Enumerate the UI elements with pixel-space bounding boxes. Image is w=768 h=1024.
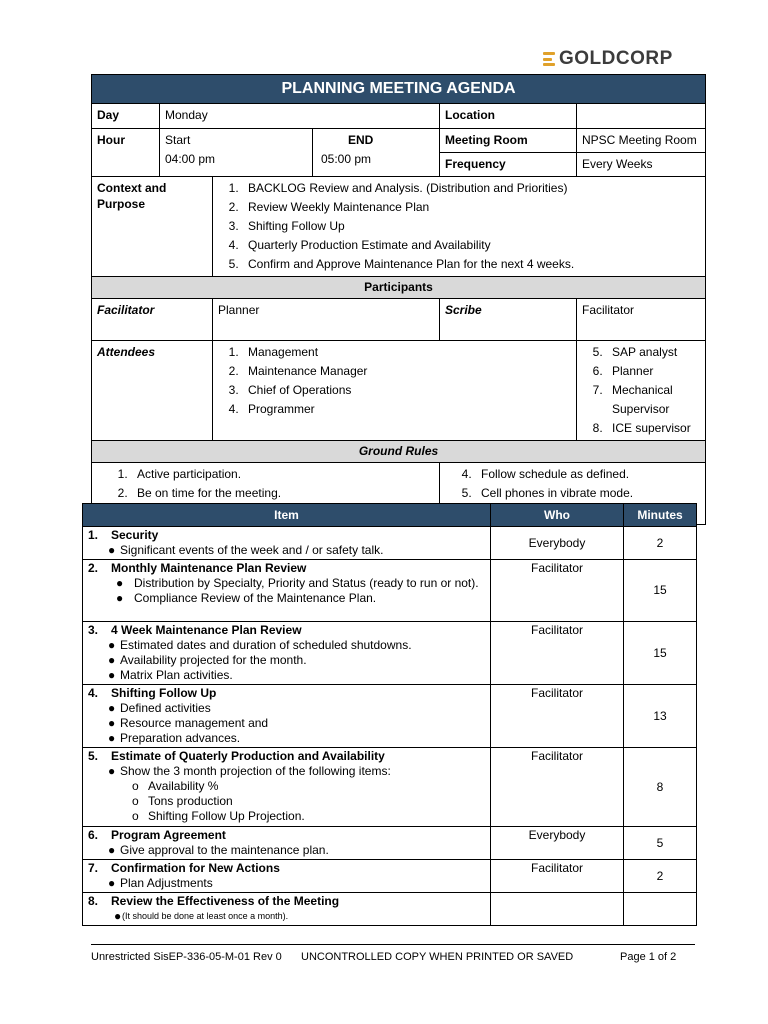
item-subitem: Tons production [148, 794, 233, 808]
table-row [83, 748, 697, 827]
item-cell [83, 560, 491, 622]
frequency-label: Frequency [440, 153, 577, 177]
location-value [577, 104, 706, 129]
location-label: Location [440, 104, 577, 129]
bullet-icon: ● [116, 591, 124, 605]
start-label: Start [165, 133, 191, 147]
who-cell: Facilitator [491, 748, 624, 827]
item-title: Security [111, 528, 159, 542]
attendees-right-list [582, 343, 700, 438]
item-bullet: Resource management and [120, 716, 269, 730]
context-item: 3. Shifting Follow Up [242, 217, 700, 236]
item-bullet: Compliance Review of the Maintenance Plan. [134, 591, 377, 605]
end-value: 05:00 pm [321, 152, 372, 166]
item-title: Program Agreement [111, 828, 226, 842]
attendees-label: Attendees [92, 341, 213, 441]
attendees-left-cell [213, 341, 577, 441]
facilitator-label: Facilitator [92, 299, 213, 341]
context-item: 4. Quarterly Production Estimate and Availability [242, 236, 700, 255]
minutes-header: Minutes [624, 504, 697, 527]
item-subitem: Shifting Follow Up Projection. [148, 809, 305, 823]
item-bullet: Matrix Plan activities. [120, 668, 233, 682]
bullet-icon: ● [108, 876, 116, 890]
end-label: END [348, 133, 374, 147]
attendee: 5. SAP analyst [606, 343, 700, 362]
items-header-row [83, 504, 697, 527]
table-row [83, 860, 697, 893]
table-row [83, 527, 697, 560]
who-cell: Facilitator [491, 860, 624, 893]
rule: 2. Be on time for the meeting. [131, 484, 434, 503]
item-cell [83, 860, 491, 893]
item-bullet: (It should be done at least once a month). [122, 911, 289, 921]
participants-header: Participants [92, 277, 706, 299]
item-subitem: Availability % [148, 779, 219, 793]
item-bullet: Preparation advances. [120, 731, 241, 745]
minutes-cell: 13 [624, 685, 697, 748]
rule: 5. Cell phones in vibrate mode. [475, 484, 700, 503]
item-title: Monthly Maintenance Plan Review [111, 561, 307, 575]
bullet-icon: ● [114, 909, 122, 923]
scribe-value: Facilitator [577, 299, 706, 341]
table-row [83, 827, 697, 860]
item-header: Item [83, 504, 491, 527]
who-cell [491, 893, 624, 926]
item-number: 5. [88, 749, 99, 763]
item-cell [83, 827, 491, 860]
item-bullet: Give approval to the maintenance plan. [120, 843, 329, 857]
attendee: 4. Programmer [242, 400, 571, 419]
attendee: 3. Chief of Operations [242, 381, 571, 400]
agenda-title: PLANNING MEETING AGENDA [92, 75, 706, 104]
attendee: 6. Planner [606, 362, 700, 381]
logo-text: GOLDCORP [559, 48, 673, 69]
item-bullet: Availability projected for the month. [120, 653, 307, 667]
item-cell [83, 622, 491, 685]
item-cell [83, 685, 491, 748]
day-value: Monday [160, 104, 440, 129]
context-list [218, 179, 700, 274]
bullet-icon: ● [108, 843, 116, 857]
item-number: 1. [88, 528, 99, 542]
item-bullet: Defined activities [120, 701, 211, 715]
facilitator-value: Planner [213, 299, 440, 341]
bullet-icon: ● [108, 701, 116, 715]
item-number: 7. [88, 861, 99, 875]
table-row [83, 560, 697, 622]
item-title: Review the Effectiveness of the Meeting [111, 894, 340, 908]
item-cell [83, 748, 491, 827]
minutes-cell: 15 [624, 560, 697, 622]
minutes-cell: 5 [624, 827, 697, 860]
bullet-icon: ● [108, 543, 116, 557]
bullet-icon: ● [108, 716, 116, 730]
minutes-cell [624, 893, 697, 926]
start-value: 04:00 pm [165, 152, 216, 166]
item-number: 2. [88, 561, 99, 575]
who-cell: Everybody [491, 827, 624, 860]
item-title: 4 Week Maintenance Plan Review [111, 623, 302, 637]
logo-mark-icon [543, 52, 557, 66]
context-item: 1. BACKLOG Review and Analysis. (Distribution and Priorities) [242, 179, 700, 198]
table-row [83, 685, 697, 748]
attendees-right-cell [577, 341, 706, 441]
bullet-icon: ● [108, 638, 116, 652]
minutes-cell: 2 [624, 527, 697, 560]
agenda-table [91, 74, 706, 525]
footer-notice: UNCONTROLLED COPY WHEN PRINTED OR SAVED [301, 951, 574, 963]
attendee: 8. ICE supervisor [606, 419, 700, 438]
attendees-left-list [218, 343, 571, 419]
item-number: 3. [88, 623, 99, 637]
goldcorp-logo [543, 48, 673, 70]
item-number: 4. [88, 686, 99, 700]
attendee: 1. Management [242, 343, 571, 362]
hour-label: Hour [92, 129, 160, 177]
who-cell: Everybody [491, 527, 624, 560]
who-cell: Facilitator [491, 685, 624, 748]
who-cell: Facilitator [491, 622, 624, 685]
scribe-label: Scribe [440, 299, 577, 341]
rule: 1. Active participation. [131, 465, 434, 484]
context-item: 5. Confirm and Approve Maintenance Plan for the next 4 weeks. [242, 255, 700, 274]
rule: 4. Follow schedule as defined. [475, 465, 700, 484]
bullet-icon: ● [108, 668, 116, 682]
start-cell [160, 129, 313, 177]
footer-page: Page 1 of 2 [620, 951, 677, 963]
frequency-value: Every Weeks [577, 153, 706, 177]
item-title: Estimate of Quaterly Production and Availability [111, 749, 385, 763]
minutes-cell: 8 [624, 748, 697, 827]
minutes-cell: 15 [624, 622, 697, 685]
attendee: 7. Mechanical Supervisor [606, 381, 700, 419]
end-cell [313, 129, 440, 177]
item-bullet: Distribution by Specialty, Priority and Status (ready to run or not). [134, 576, 479, 590]
footer-divider [91, 944, 695, 945]
item-title: Shifting Follow Up [111, 686, 217, 700]
context-cell [213, 177, 706, 277]
circle-bullet-icon: o [132, 809, 139, 823]
item-bullet: Estimated dates and duration of scheduled shutdowns. [120, 638, 412, 652]
item-cell [83, 527, 491, 560]
who-header: Who [491, 504, 624, 527]
context-item: 2. Review Weekly Maintenance Plan [242, 198, 700, 217]
who-cell: Facilitator [491, 560, 624, 622]
item-bullet: Show the 3 month projection of the following items: [120, 764, 391, 778]
item-number: 6. [88, 828, 99, 842]
ground-rules-header: Ground Rules [92, 441, 706, 463]
minutes-cell: 2 [624, 860, 697, 893]
meeting-room-label: Meeting Room [440, 129, 577, 153]
circle-bullet-icon: o [132, 794, 139, 808]
footer-doc-id: Unrestricted SisEP-336-05-M-01 Rev 0 [91, 951, 282, 963]
items-table [82, 503, 697, 926]
context-label: Context and Purpose [92, 177, 213, 277]
bullet-icon: ● [116, 576, 124, 590]
attendee: 2. Maintenance Manager [242, 362, 571, 381]
bullet-icon: ● [108, 731, 116, 745]
meeting-room-value: NPSC Meeting Room [577, 129, 706, 153]
item-title: Confirmation for New Actions [111, 861, 280, 875]
item-bullet: Plan Adjustments [120, 876, 213, 890]
item-bullet: Significant events of the week and / or safety talk. [120, 543, 384, 557]
bullet-icon: ● [108, 764, 116, 778]
item-number: 8. [88, 894, 99, 908]
table-row [83, 622, 697, 685]
table-row [83, 893, 697, 926]
item-cell [83, 893, 491, 926]
rules-right-list [461, 465, 700, 503]
bullet-icon: ● [108, 653, 116, 667]
day-label: Day [92, 104, 160, 129]
circle-bullet-icon: o [132, 779, 139, 793]
